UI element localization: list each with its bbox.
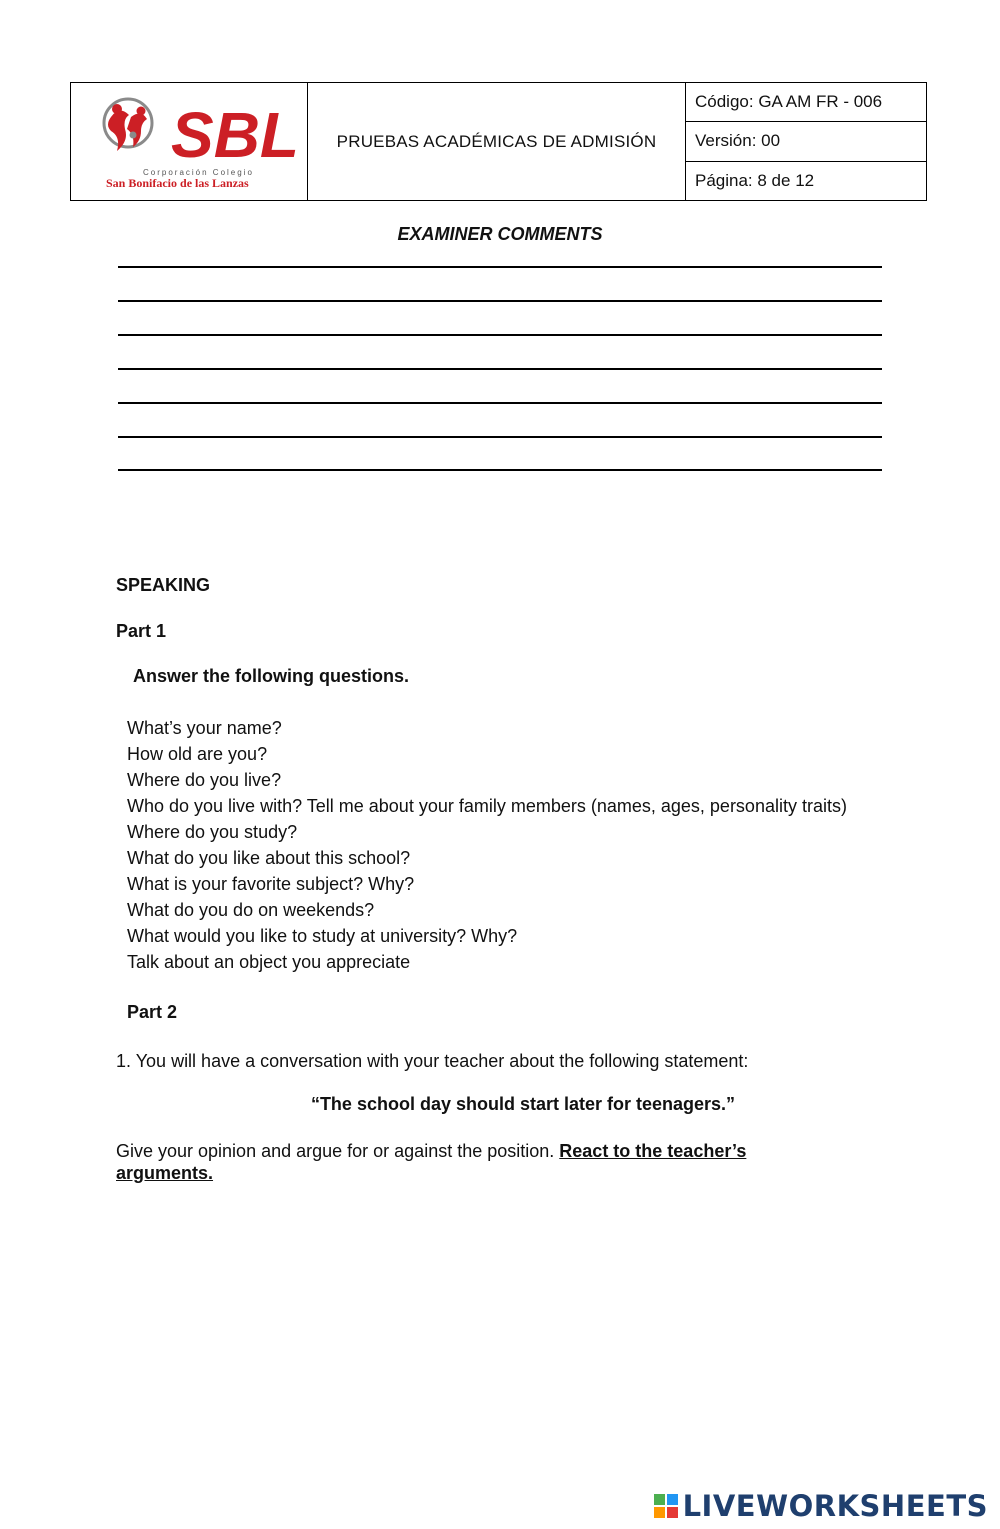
part2-label: Part 2 xyxy=(127,1002,178,1022)
speaking-heading: SPEAKING xyxy=(116,575,211,595)
question-list xyxy=(127,715,847,975)
svg-text:SBL: SBL xyxy=(171,99,299,171)
examiner-comments-heading: EXAMINER COMMENTS xyxy=(397,224,603,244)
comment-line[interactable] xyxy=(118,402,882,404)
document-header xyxy=(70,82,927,201)
list-item: What do you like about this school? xyxy=(127,848,411,868)
opinion-instruction xyxy=(116,1139,746,1163)
liveworksheets-brand[interactable] xyxy=(653,1489,988,1523)
list-item: What is your favorite subject? Why? xyxy=(127,874,415,894)
brand-text: LIVEWORKSHEETS xyxy=(682,1489,988,1523)
version-field: Versión: 00 xyxy=(686,121,926,160)
opinion-prefix: Give your opinion and argue for or against the position. xyxy=(116,1141,560,1161)
comment-line[interactable] xyxy=(118,436,882,438)
list-item: What’s your name? xyxy=(127,718,282,738)
comment-line[interactable] xyxy=(118,266,882,268)
list-item: What would you like to study at university? Why? xyxy=(127,926,518,946)
document-title: PRUEBAS ACADÉMICAS DE ADMISIÓN xyxy=(308,83,686,200)
part2-task: 1. You will have a conversation with your teacher about the following statement: xyxy=(116,1051,749,1071)
part1-label: Part 1 xyxy=(116,621,167,641)
list-item: Talk about an object you appreciate xyxy=(127,952,411,972)
list-item: Where do you live? xyxy=(127,770,282,790)
opinion-emphasis-cont: arguments. xyxy=(116,1163,214,1183)
document-meta xyxy=(686,83,926,200)
comment-line[interactable] xyxy=(118,469,882,471)
debate-statement: “The school day should start later for teenagers.” xyxy=(310,1094,736,1114)
codigo-field: Código: GA AM FR - 006 xyxy=(695,92,883,112)
part1-instruction: Answer the following questions. xyxy=(133,666,410,686)
list-item: How old are you? xyxy=(127,744,268,764)
pagina-field: Página: 8 de 12 xyxy=(686,161,926,200)
emblem-icon xyxy=(104,99,152,151)
liveworksheets-logo-icon xyxy=(653,1493,679,1519)
logo-cell xyxy=(71,83,308,200)
opinion-emphasis: React to the teacher’s xyxy=(559,1141,747,1161)
list-item: What do you do on weekends? xyxy=(127,900,375,920)
svg-text:Corporación Colegio: Corporación Colegio xyxy=(143,168,254,177)
school-logo xyxy=(71,83,308,199)
comment-line[interactable] xyxy=(118,300,882,302)
svg-text:San Bonifacio de las Lanzas: San Bonifacio de las Lanzas xyxy=(106,176,249,190)
list-item: Where do you study? xyxy=(127,822,298,842)
comment-line[interactable] xyxy=(118,368,882,370)
comment-line[interactable] xyxy=(118,334,882,336)
list-item: Who do you live with? Tell me about your family members (names, ages, personality traits) xyxy=(127,796,847,816)
